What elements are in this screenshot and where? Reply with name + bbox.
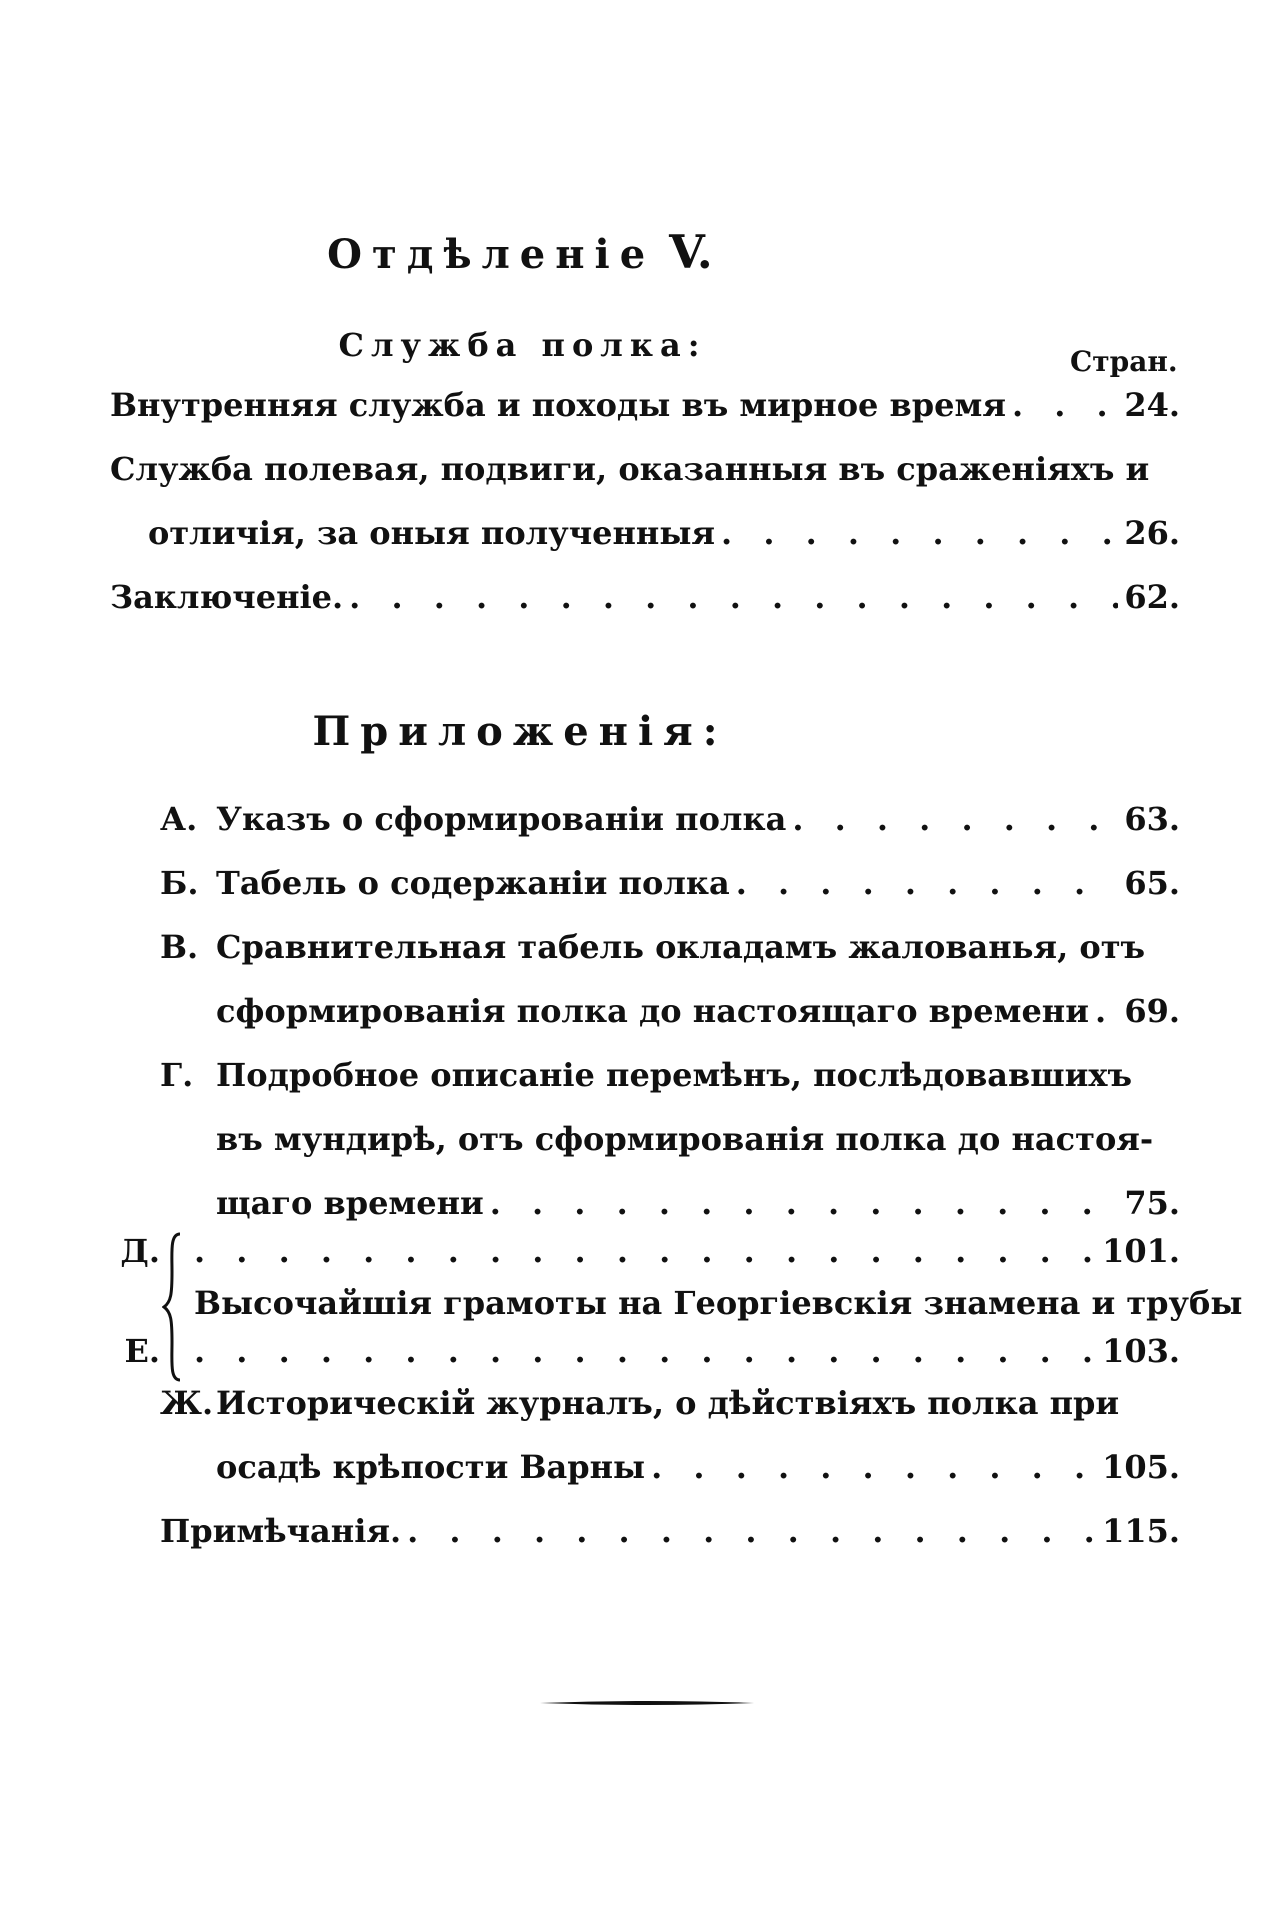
entry-text: Указъ о сформированіи полка: [216, 800, 787, 838]
entry-text: Служба полевая, подвиги, оказанныя въ сраженіяхъ и: [110, 450, 1150, 488]
entry-text: Табель о содержаніи полка: [216, 864, 730, 902]
entry-text: отличія, за оныя полученныя: [148, 514, 716, 552]
leader-dots: [1095, 992, 1118, 1030]
entry-text: Высочайшія грамоты на Георгіевскія знамена и трубы: [194, 1284, 1243, 1322]
appendix-entry: [160, 1056, 1180, 1248]
entry-page: 24.: [1124, 386, 1180, 424]
entry-text: въ мундирѣ, отъ сформированія полка до настоя-: [216, 1120, 1154, 1158]
entry-text: осадѣ крѣпости Варны: [216, 1448, 646, 1486]
leader-dots: [349, 578, 1118, 616]
appendix-entry: [160, 1384, 1180, 1512]
leader-dots: [721, 514, 1118, 552]
leader-dots: [194, 1332, 1096, 1370]
entry-page: 26.: [1124, 514, 1180, 552]
entry-page: 65.: [1124, 864, 1180, 902]
entry-text: Заключеніе.: [110, 578, 344, 616]
section-subtitle: Служба полка:: [338, 326, 707, 364]
entry-text: щаго времени: [216, 1184, 484, 1222]
entry-page: 69.: [1124, 992, 1180, 1030]
curly-brace-icon: [162, 1232, 186, 1382]
bracket-line: [194, 1232, 1180, 1270]
entry-page: 105.: [1102, 1448, 1180, 1486]
entry-text: Примѣчанія.: [160, 1512, 402, 1550]
appendix-letter: Ж.: [160, 1384, 214, 1422]
bracket-line: [194, 1332, 1180, 1370]
entry-page: 101.: [1102, 1232, 1180, 1270]
appendix-letter: Е.: [124, 1332, 160, 1370]
entry-text: Подробное описаніе перемѣнъ, послѣдовавшихъ: [216, 1056, 1133, 1094]
section-number: V.: [669, 225, 713, 279]
leader-dots: [792, 800, 1118, 838]
toc-entry: [110, 578, 1180, 642]
section-heading: [0, 225, 1040, 279]
entry-page: 103.: [1102, 1332, 1180, 1370]
entry-page: 115.: [1102, 1512, 1180, 1550]
entry-page: 75.: [1124, 1184, 1180, 1222]
entry-text: Историческій журналъ, о дѣйствіяхъ полка при: [216, 1384, 1120, 1422]
toc-entry: [110, 386, 1180, 450]
leader-dots: [736, 864, 1119, 902]
appendix-letter: Д.: [120, 1232, 160, 1270]
appendix-entry: [160, 928, 1180, 1056]
leader-dots: [194, 1232, 1096, 1270]
entry-page: 62.: [1124, 578, 1180, 616]
appendix-entry: [160, 1512, 1180, 1576]
leader-dots: [1012, 386, 1118, 424]
leader-dots: [407, 1512, 1096, 1550]
bracketed-appendices: [110, 1232, 1243, 1382]
entry-text: Внутренняя служба и походы въ мирное время: [110, 386, 1006, 424]
entry-text: Сравнительная табель окладамъ жалованья, отъ: [216, 928, 1146, 966]
entry-page: 63.: [1124, 800, 1180, 838]
closing-rule: [540, 1700, 754, 1706]
entry-text: сформированія полка до настоящаго времени: [216, 992, 1089, 1030]
appendix-letter: А.: [160, 800, 198, 838]
leader-dots: [651, 1448, 1096, 1486]
appendix-entry: [160, 864, 1180, 928]
appendices-title: Приложенія:: [312, 708, 728, 755]
appendix-letter: Г.: [160, 1056, 194, 1094]
leader-dots: [490, 1184, 1119, 1222]
toc-entry: [110, 450, 1180, 578]
appendix-entry: [160, 800, 1180, 864]
appendix-letter: В.: [160, 928, 199, 966]
appendix-letter: Б.: [160, 864, 199, 902]
section-title: Отдѣленіе: [327, 231, 656, 278]
page-column-header: Стран.: [1070, 345, 1178, 378]
